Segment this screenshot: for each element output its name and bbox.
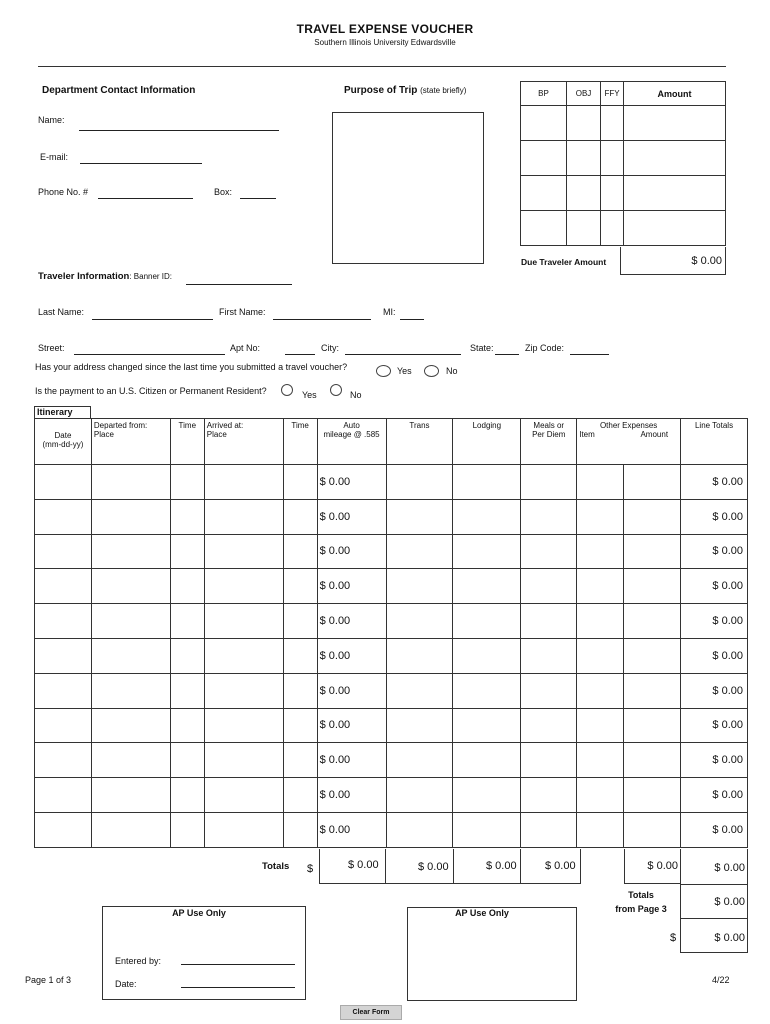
totals-meals: $ 0.00 (545, 860, 576, 872)
line-total-cell[interactable]: $ 0.00 (681, 569, 748, 604)
time2-cell[interactable] (283, 708, 317, 743)
arrived-cell[interactable] (204, 499, 283, 534)
line-total-cell[interactable]: $ 0.00 (681, 638, 748, 673)
account-table (520, 81, 726, 246)
itinerary-row (35, 778, 748, 813)
time1-cell[interactable] (170, 499, 204, 534)
meals-header-text: Meals or (533, 421, 565, 430)
time2-cell[interactable] (283, 673, 317, 708)
meals-cell[interactable] (521, 673, 577, 708)
time2-cell[interactable] (283, 743, 317, 778)
page3-label-2: from Page 3 (615, 904, 667, 914)
last-name-field[interactable] (92, 319, 213, 320)
line-total-cell[interactable]: $ 0.00 (681, 499, 748, 534)
other-amount: Amount (640, 430, 669, 439)
arrived-cell[interactable] (204, 638, 283, 673)
ap-heading-left: AP Use Only (172, 908, 226, 918)
line-total-cell[interactable]: $ 0.00 (681, 673, 748, 708)
email-field[interactable] (80, 163, 202, 164)
time2-cell[interactable] (283, 534, 317, 569)
departed-cell[interactable] (91, 534, 170, 569)
other-header (577, 419, 681, 465)
page-number: Page 1 of 3 (25, 975, 72, 985)
bp-cell[interactable] (521, 141, 567, 176)
other-amount-cell[interactable] (624, 743, 681, 778)
time2-cell[interactable] (283, 604, 317, 639)
apt-field[interactable] (285, 354, 315, 355)
address-no-radio[interactable] (424, 365, 439, 377)
phone-field[interactable] (98, 198, 193, 199)
departed-header-text: Departed from: (93, 421, 148, 430)
due-traveler-label: Due Traveler Amount (521, 257, 607, 267)
totals-other: $ 0.00 (647, 860, 678, 872)
time1-cell[interactable] (170, 604, 204, 639)
ffy-cell[interactable] (601, 211, 624, 246)
state-field[interactable] (495, 354, 519, 355)
time1-cell[interactable] (170, 465, 204, 500)
other-amount-cell[interactable] (624, 465, 681, 500)
time1-cell[interactable] (170, 743, 204, 778)
departed-cell[interactable] (91, 812, 170, 847)
itinerary-row (35, 812, 748, 847)
itinerary-label: Itinerary (34, 406, 91, 419)
purpose-heading (344, 85, 466, 96)
other-amount-cell[interactable] (624, 534, 681, 569)
meals-cell[interactable] (521, 499, 577, 534)
citizen-yes-label: Yes (302, 390, 317, 400)
date-format: (mm-dd-yy) (42, 440, 84, 449)
arrived-cell[interactable] (204, 465, 283, 500)
auto-cell[interactable]: $ 0.00 (317, 778, 386, 813)
amount-cell[interactable] (624, 211, 726, 246)
arrived-cell[interactable] (204, 569, 283, 604)
date-header-text: Date (54, 431, 72, 440)
totals-divider-3 (520, 849, 521, 884)
ffy-cell[interactable] (601, 106, 624, 141)
name-label: Name: (38, 115, 65, 125)
auto-cell[interactable]: $ 0.00 (317, 499, 386, 534)
ap-date-label: Date: (115, 979, 137, 989)
purpose-hint: (state briefly) (420, 86, 467, 95)
time2-header: Time (283, 419, 317, 465)
form-version: 4/22 (712, 975, 730, 985)
form-title: TRAVEL EXPENSE VOUCHER (296, 22, 474, 36)
totals-line: $ 0.00 (714, 862, 745, 874)
due-traveler-value: $ 0.00 (691, 255, 722, 267)
meals-cell[interactable] (521, 778, 577, 813)
banner-id-field[interactable] (186, 284, 292, 285)
arrived-cell[interactable] (204, 604, 283, 639)
line-totals-header: Line Totals (681, 419, 748, 465)
box-label: Box: (214, 187, 233, 197)
totals-trans: $ 0.00 (418, 861, 449, 873)
arrived-cell[interactable] (204, 812, 283, 847)
itinerary-row (35, 534, 748, 569)
auto-cell[interactable]: $ 0.00 (317, 638, 386, 673)
auto-cell[interactable]: $ 0.00 (317, 673, 386, 708)
trans-header: Trans (386, 419, 453, 465)
citizen-yes-radio[interactable] (281, 384, 293, 396)
traveler-heading (38, 271, 172, 282)
other-header-text: Other Expenses (599, 421, 658, 430)
street-field[interactable] (74, 354, 225, 355)
other-amount-cell[interactable] (624, 708, 681, 743)
departed-cell[interactable] (91, 708, 170, 743)
mi-label: MI: (383, 307, 396, 317)
purpose-textbox[interactable] (332, 112, 484, 264)
arrived-cell[interactable] (204, 708, 283, 743)
departed-cell[interactable] (91, 673, 170, 708)
address-question: Has your address changed since the last time you submitted a travel voucher? (35, 362, 348, 372)
header-divider (38, 66, 726, 67)
itinerary-row (35, 569, 748, 604)
other-item-cell[interactable] (577, 812, 624, 847)
form-subtitle: Southern Illinois University Edwardsville (314, 38, 456, 47)
ap-date-field[interactable] (181, 987, 295, 988)
citizen-question: Is the payment to an U.S. Citizen or Permanent Resident? (35, 386, 267, 396)
departed-cell[interactable] (91, 778, 170, 813)
trans-cell[interactable] (386, 778, 453, 813)
totals-dollar-sign: $ (307, 863, 314, 875)
departed-cell[interactable] (91, 604, 170, 639)
auto-cell[interactable]: $ 0.00 (317, 465, 386, 500)
time1-cell[interactable] (170, 778, 204, 813)
other-item-cell[interactable] (577, 673, 624, 708)
departed-cell[interactable] (91, 569, 170, 604)
totals-auto: $ 0.00 (348, 859, 379, 871)
ffy-header: FFY (601, 82, 624, 106)
bp-cell[interactable] (521, 211, 567, 246)
amount-header: Amount (624, 82, 726, 106)
trans-cell[interactable] (386, 673, 453, 708)
last-name-label: Last Name: (38, 307, 85, 317)
obj-cell[interactable] (567, 176, 601, 211)
date-cell[interactable] (35, 778, 92, 813)
auto-cell[interactable]: $ 0.00 (317, 743, 386, 778)
other-amount-cell[interactable] (624, 569, 681, 604)
zip-label: Zip Code: (525, 343, 565, 353)
time1-cell[interactable] (170, 708, 204, 743)
totals-lodging: $ 0.00 (486, 860, 517, 872)
purpose-heading-text: Purpose of Trip (344, 85, 418, 96)
lodging-cell[interactable] (453, 569, 521, 604)
time1-cell[interactable] (170, 638, 204, 673)
other-item: Item (579, 430, 595, 439)
totals-label: Totals (262, 861, 290, 872)
date-cell[interactable] (35, 465, 92, 500)
other-amount-cell[interactable] (624, 499, 681, 534)
departed-place: Place (93, 430, 114, 439)
date-cell[interactable] (35, 812, 92, 847)
line-total-cell[interactable]: $ 0.00 (681, 743, 748, 778)
trans-cell[interactable] (386, 499, 453, 534)
trans-cell[interactable] (386, 708, 453, 743)
lodging-cell[interactable] (453, 465, 521, 500)
itinerary-row (35, 743, 748, 778)
date-cell[interactable] (35, 569, 92, 604)
arrived-place: Place (206, 430, 227, 439)
other-amount-cell[interactable] (624, 638, 681, 673)
bp-header: BP (521, 82, 567, 106)
amount-cell[interactable] (624, 106, 726, 141)
citizen-no-radio[interactable] (330, 384, 342, 396)
date-cell[interactable] (35, 499, 92, 534)
meals-cell[interactable] (521, 569, 577, 604)
phone-label: Phone No. # (38, 187, 89, 197)
arrived-cell[interactable] (204, 673, 283, 708)
mi-field[interactable] (400, 319, 424, 320)
departed-cell[interactable] (91, 638, 170, 673)
trans-cell[interactable] (386, 812, 453, 847)
time1-cell[interactable] (170, 569, 204, 604)
other-amount-cell[interactable] (624, 778, 681, 813)
address-no-label: No (446, 366, 458, 376)
auto-cell[interactable]: $ 0.00 (317, 708, 386, 743)
time2-cell[interactable] (283, 569, 317, 604)
auto-header-text: Auto (343, 421, 360, 430)
email-label: E-mail: (40, 152, 69, 162)
meals-header (521, 419, 577, 465)
arrived-header (204, 419, 283, 465)
city-field[interactable] (345, 354, 461, 355)
lodging-cell[interactable] (453, 638, 521, 673)
trans-cell[interactable] (386, 534, 453, 569)
lodging-cell[interactable] (453, 743, 521, 778)
meals-cell[interactable] (521, 638, 577, 673)
auto-cell[interactable]: $ 0.00 (317, 812, 386, 847)
meals-cell[interactable] (521, 708, 577, 743)
date-header (35, 419, 92, 465)
state-label: State: (470, 343, 494, 353)
meals-header-text2: Per Diem (532, 430, 566, 439)
grand-dollar-sign: $ (670, 932, 677, 944)
departed-cell[interactable] (91, 465, 170, 500)
amount-cell[interactable] (624, 141, 726, 176)
first-name-label: First Name: (219, 307, 266, 317)
line-total-cell[interactable]: $ 0.00 (681, 534, 748, 569)
time1-cell[interactable] (170, 812, 204, 847)
arrived-cell[interactable] (204, 743, 283, 778)
banner-id-label: : Banner ID: (129, 272, 173, 281)
totals-line-div2 (680, 918, 748, 919)
grand-total-value: $ 0.00 (714, 932, 745, 944)
date-cell[interactable] (35, 534, 92, 569)
totals-line-div1 (680, 884, 748, 885)
departed-cell[interactable] (91, 499, 170, 534)
city-label: City: (321, 343, 339, 353)
citizen-no-label: No (350, 390, 362, 400)
meals-cell[interactable] (521, 534, 577, 569)
itinerary-row (35, 708, 748, 743)
meals-cell[interactable] (521, 604, 577, 639)
ffy-cell[interactable] (601, 176, 624, 211)
obj-cell[interactable] (567, 106, 601, 141)
auto-cell[interactable]: $ 0.00 (317, 534, 386, 569)
time2-cell[interactable] (283, 638, 317, 673)
itinerary-row (35, 638, 748, 673)
itinerary-row (35, 499, 748, 534)
date-cell[interactable] (35, 743, 92, 778)
itinerary-table (34, 418, 748, 848)
other-amount-cell[interactable] (624, 812, 681, 847)
first-name-field[interactable] (273, 319, 371, 320)
auto-cell[interactable]: $ 0.00 (317, 604, 386, 639)
itinerary-row (35, 673, 748, 708)
time1-cell[interactable] (170, 673, 204, 708)
trans-cell[interactable] (386, 465, 453, 500)
lodging-cell[interactable] (453, 534, 521, 569)
departed-cell[interactable] (91, 743, 170, 778)
page3-value: $ 0.00 (714, 896, 745, 908)
arrived-cell[interactable] (204, 778, 283, 813)
arrived-header-text: Arrived at: (206, 421, 244, 430)
contact-heading: Department Contact Information (42, 85, 196, 96)
other-item-cell[interactable] (577, 638, 624, 673)
obj-cell[interactable] (567, 141, 601, 176)
trans-cell[interactable] (386, 569, 453, 604)
traveler-heading-text: Traveler Information (38, 271, 130, 282)
line-total-cell[interactable]: $ 0.00 (681, 604, 748, 639)
meals-cell[interactable] (521, 812, 577, 847)
lodging-cell[interactable] (453, 812, 521, 847)
time2-cell[interactable] (283, 778, 317, 813)
trans-cell[interactable] (386, 743, 453, 778)
totals-divider-2 (453, 849, 454, 884)
itinerary-row (35, 604, 748, 639)
page3-label (610, 888, 672, 916)
ffy-cell[interactable] (601, 141, 624, 176)
other-item-cell[interactable] (577, 604, 624, 639)
lodging-cell[interactable] (453, 499, 521, 534)
date-cell[interactable] (35, 604, 92, 639)
address-yes-label: Yes (397, 366, 412, 376)
itinerary-row (35, 465, 748, 500)
ap-heading-right: AP Use Only (455, 908, 509, 918)
auto-header (317, 419, 386, 465)
zip-field[interactable] (570, 354, 609, 355)
other-item-cell[interactable] (577, 499, 624, 534)
other-item-cell[interactable] (577, 708, 624, 743)
street-label: Street: (38, 343, 65, 353)
box-field[interactable] (240, 198, 276, 199)
trans-cell[interactable] (386, 604, 453, 639)
page3-label-1: Totals (628, 890, 654, 900)
entered-by-field[interactable] (181, 964, 295, 965)
other-amount-cell[interactable] (624, 604, 681, 639)
other-item-cell[interactable] (577, 534, 624, 569)
obj-header: OBJ (567, 82, 601, 106)
time2-cell[interactable] (283, 499, 317, 534)
auto-rate: mileage @ .585 (323, 430, 380, 439)
other-item-cell[interactable] (577, 569, 624, 604)
clear-form-button[interactable]: Clear Form (340, 1005, 402, 1020)
time2-cell[interactable] (283, 812, 317, 847)
ap-box-right (407, 907, 577, 1001)
date-cell[interactable] (35, 673, 92, 708)
other-item-cell[interactable] (577, 743, 624, 778)
obj-cell[interactable] (567, 211, 601, 246)
other-item-cell[interactable] (577, 465, 624, 500)
departed-header (91, 419, 170, 465)
meals-cell[interactable] (521, 465, 577, 500)
lodging-cell[interactable] (453, 604, 521, 639)
date-cell[interactable] (35, 638, 92, 673)
lodging-cell[interactable] (453, 673, 521, 708)
bp-cell[interactable] (521, 106, 567, 141)
line-total-cell[interactable]: $ 0.00 (681, 812, 748, 847)
time2-cell[interactable] (283, 465, 317, 500)
other-amount-cell[interactable] (624, 673, 681, 708)
line-total-cell[interactable]: $ 0.00 (681, 708, 748, 743)
lodging-cell[interactable] (453, 778, 521, 813)
totals-divider-1 (385, 849, 386, 884)
meals-cell[interactable] (521, 743, 577, 778)
line-total-cell[interactable]: $ 0.00 (681, 778, 748, 813)
trans-cell[interactable] (386, 638, 453, 673)
name-field[interactable] (79, 130, 279, 131)
amount-cell[interactable] (624, 176, 726, 211)
lodging-header: Lodging (453, 419, 521, 465)
time1-header: Time (170, 419, 204, 465)
date-cell[interactable] (35, 708, 92, 743)
bp-cell[interactable] (521, 176, 567, 211)
auto-cell[interactable]: $ 0.00 (317, 569, 386, 604)
time1-cell[interactable] (170, 534, 204, 569)
apt-label: Apt No: (230, 343, 261, 353)
address-yes-radio[interactable] (376, 365, 391, 377)
entered-by-label: Entered by: (115, 956, 162, 966)
arrived-cell[interactable] (204, 534, 283, 569)
lodging-cell[interactable] (453, 708, 521, 743)
other-item-cell[interactable] (577, 778, 624, 813)
line-total-cell[interactable]: $ 0.00 (681, 465, 748, 500)
